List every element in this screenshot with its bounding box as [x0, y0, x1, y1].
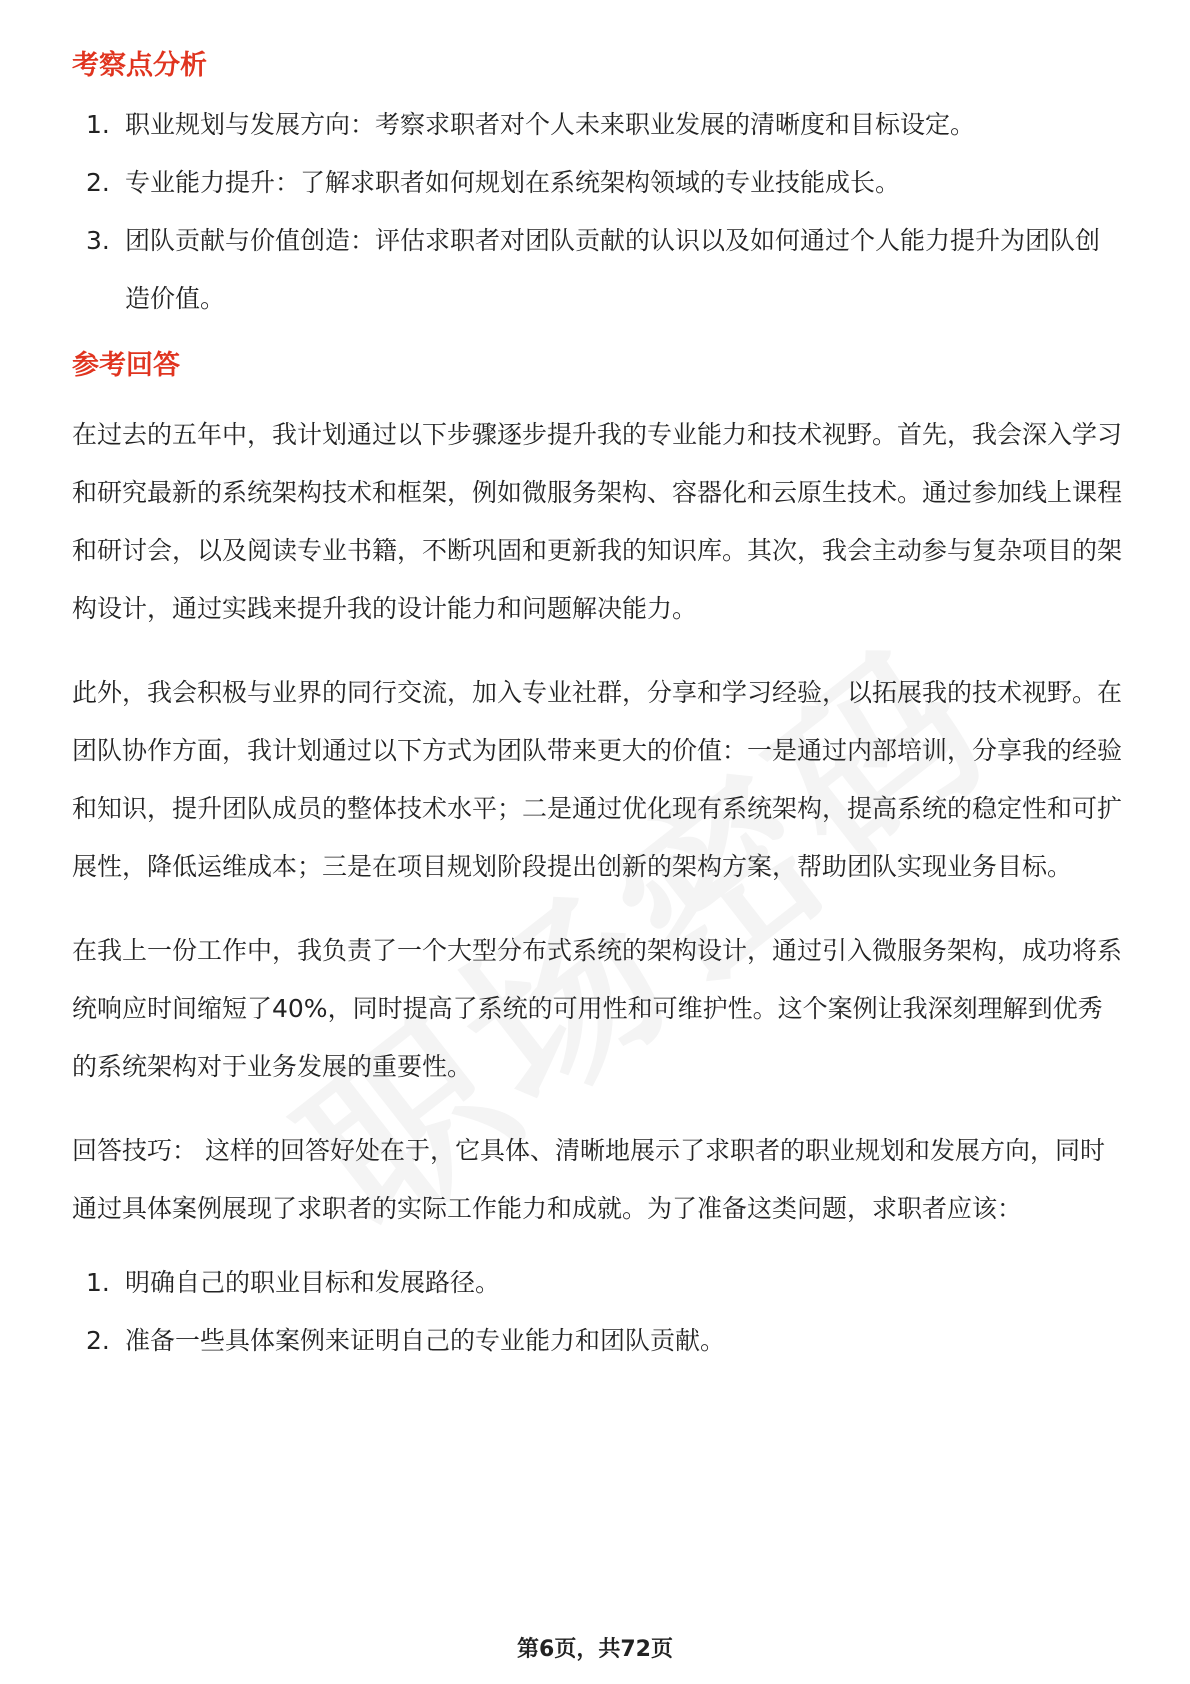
tips-list — [72, 1254, 1122, 1370]
list-item — [72, 1254, 1122, 1312]
document-content — [72, 46, 1122, 1370]
list-number: 1. — [86, 1268, 110, 1297]
list-item-text: 团队贡献与价值创造：评估求职者对团队贡献的认识以及如何通过个人能力提升为团队创造价值。 — [125, 226, 1101, 313]
answer-paragraph: 在过去的五年中，我计划通过以下步骤逐步提升我的专业能力和技术视野。首先，我会深入学习和研究最新的系统架构技术和框架，例如微服务架构、容器化和云原生技术。通过参加线上课程和研讨会，以及阅读专业书籍，不断巩固和更新我的知识库。其次，我会主动参与复杂项目的架构设计，通过实践来提升我的设计能力和问题解决能力。 — [72, 420, 1123, 623]
list-number: 2. — [86, 168, 110, 197]
list-number: 2. — [86, 1326, 110, 1355]
analysis-heading: 考察点分析 — [72, 50, 207, 81]
page-number: 第6页，共72页 — [517, 1637, 673, 1662]
list-item-text: 职业规划与发展方向：考察求职者对个人未来职业发展的清晰度和目标设定。 — [125, 110, 976, 139]
analysis-list — [72, 96, 1122, 328]
list-item — [72, 1312, 1122, 1370]
answer-paragraph: 此外，我会积极与业界的同行交流，加入专业社群，分享和学习经验，以拓展我的技术视野。在团队协作方面，我计划通过以下方式为团队带来更大的价值：一是通过内部培训，分享我的经验和知识，提升团队成员的整体技术水平；二是通过优化现有系统架构，提高系统的稳定性和可扩展性，降低运维成本；三是在项目规划阶段提出创新的架构方案，帮助团队实现业务目标。 — [72, 678, 1123, 881]
list-number: 1. — [86, 110, 110, 139]
answer-paragraph: 在我上一份工作中，我负责了一个大型分布式系统的架构设计，通过引入微服务架构，成功将系统响应时间缩短了40%，同时提高了系统的可用性和可维护性。这个案例让我深刻理解到优秀的系统架构对于业务发展的重要性。 — [72, 936, 1123, 1081]
list-item-text: 准备一些具体案例来证明自己的专业能力和团队贡献。 — [125, 1326, 726, 1355]
list-item — [72, 212, 1122, 328]
list-item — [72, 154, 1122, 212]
list-item — [72, 96, 1122, 154]
list-item-text: 专业能力提升：了解求职者如何规划在系统架构领域的专业技能成长。 — [125, 168, 901, 197]
list-item-text: 明确自己的职业目标和发展路径。 — [125, 1268, 501, 1297]
list-number: 3. — [86, 226, 110, 255]
answer-tips-paragraph: 回答技巧： 这样的回答好处在于，它具体、清晰地展示了求职者的职业规划和发展方向，同时通过具体案例展现了求职者的实际工作能力和成就。为了准备这类问题，求职者应该： — [72, 1136, 1105, 1223]
answer-heading: 参考回答 — [72, 350, 180, 381]
